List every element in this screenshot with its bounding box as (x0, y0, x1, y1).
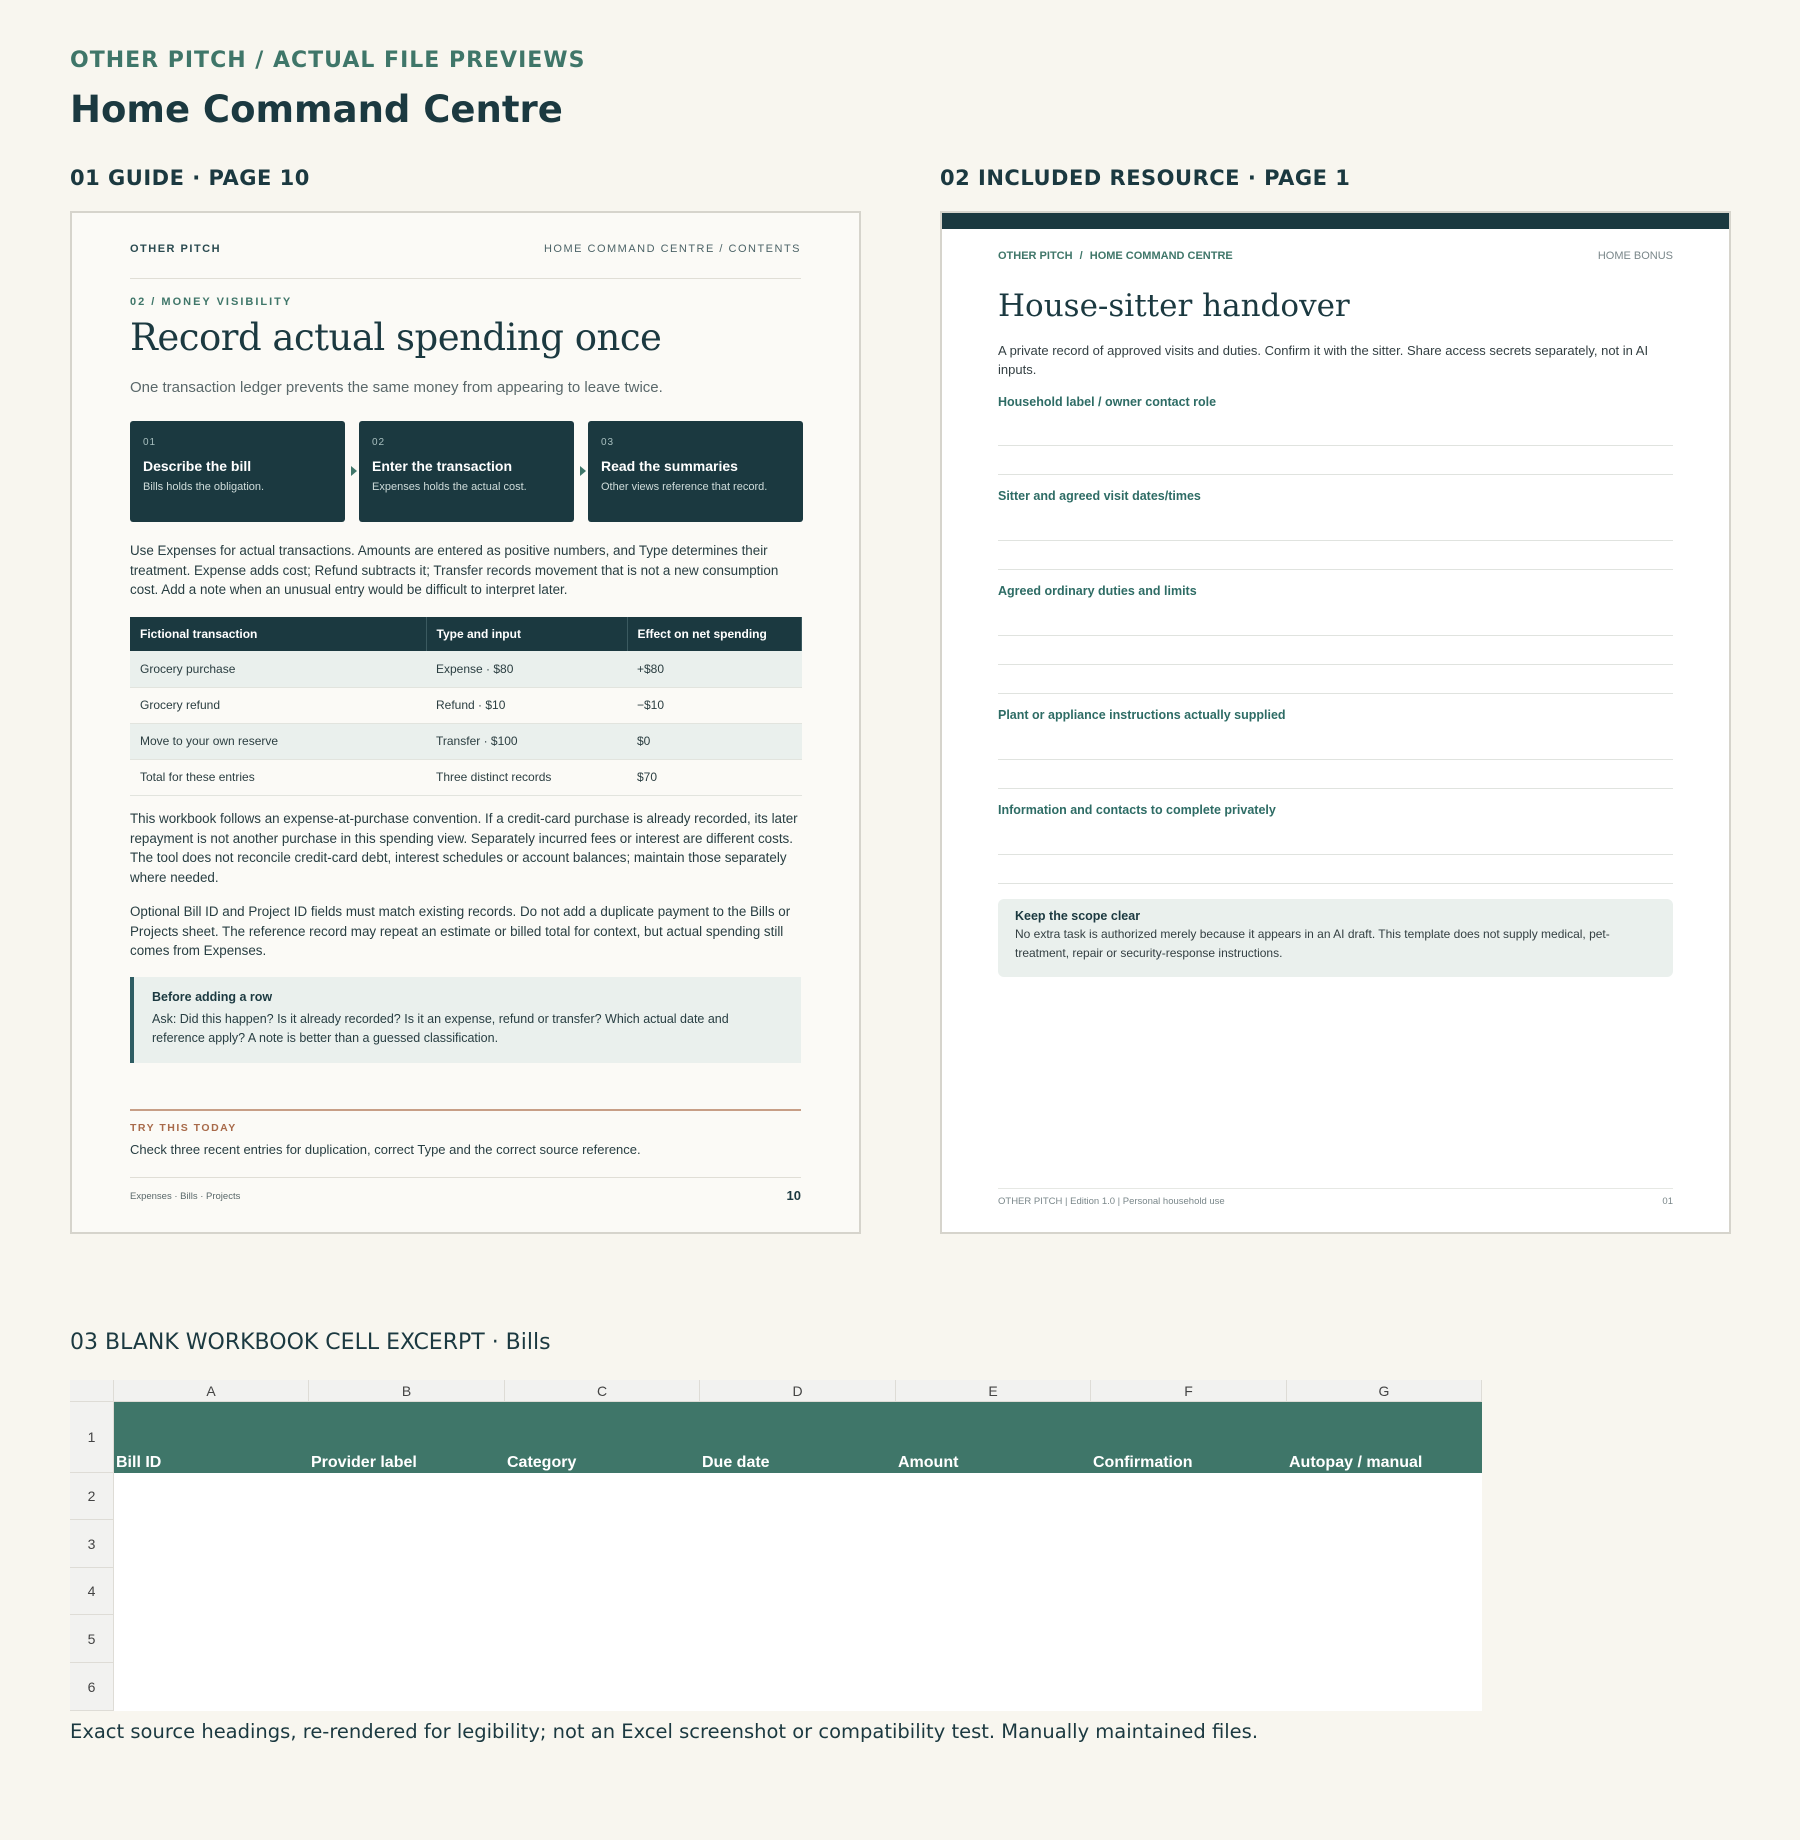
column-header[interactable]: E (896, 1380, 1091, 1402)
table-header-cell: Effect on net spending (627, 617, 802, 651)
sheet-header-row (114, 1402, 1482, 1473)
step-desc: Expenses holds the actual cost. (372, 481, 527, 493)
kicker: OTHER PITCH / ACTUAL FILE PREVIEWS (70, 48, 586, 73)
entry-line (998, 474, 1673, 475)
row-header[interactable]: 1 (70, 1402, 114, 1473)
guide-breadcrumb: HOME COMMAND CENTRE / CONTENTS (543, 243, 801, 255)
table-cell: Move to your own reserve (130, 723, 426, 759)
sheet-corner (70, 1380, 114, 1402)
row-header[interactable]: 5 (70, 1615, 114, 1663)
divider (130, 1109, 801, 1111)
table-header-cell: Fictional transaction (130, 617, 426, 651)
sheet-header-cell[interactable]: Confirmation (1093, 1454, 1193, 1471)
field-label: Sitter and agreed visit dates/times (998, 489, 1201, 503)
step-card (359, 421, 574, 522)
table-row (130, 687, 802, 723)
step-cards (130, 421, 801, 522)
resource-crumb-title: HOME COMMAND CENTRE (1089, 250, 1233, 262)
page-title: Home Command Centre (70, 88, 563, 131)
guide-paragraph: This workbook follows an expense-at-purchase convention. If a credit-card purchase is already recorded, its later repayment is not another purchase in this spending view. Separately incurred fees or interest are different costs. The tool does not reconcile credit-card debt, interest schedules or account balances; maintain those separately where needed. (130, 811, 798, 885)
entry-line (998, 540, 1673, 541)
breadcrumb-separator: / (1079, 250, 1083, 262)
column-header[interactable]: F (1091, 1380, 1287, 1402)
table-header-row (130, 617, 802, 651)
step-title: Read the summaries (601, 458, 738, 474)
form-field (998, 584, 1673, 598)
column-header[interactable]: C (505, 1380, 700, 1402)
step-number: 01 (143, 437, 157, 448)
resource-breadcrumb (998, 250, 1233, 262)
divider (130, 1177, 801, 1178)
step-desc: Bills holds the obligation. (143, 481, 265, 493)
sheet-header-cell[interactable]: Amount (898, 1454, 959, 1471)
resource-section-label: 02 INCLUDED RESOURCE · PAGE 1 (940, 166, 1351, 190)
row-header[interactable]: 3 (70, 1520, 114, 1568)
column-header[interactable]: B (309, 1380, 505, 1402)
spreadsheet-excerpt (70, 1380, 1482, 1711)
table-cell: Refund · $10 (426, 687, 627, 723)
sheet-header-cell[interactable]: Bill ID (116, 1454, 162, 1471)
step-card (130, 421, 345, 522)
resource-page-preview (940, 211, 1731, 1234)
callout-title: Before adding a row (152, 990, 273, 1004)
column-header[interactable]: G (1287, 1380, 1482, 1402)
row-header[interactable]: 2 (70, 1473, 114, 1520)
row-header[interactable]: 6 (70, 1663, 114, 1711)
column-header[interactable]: D (700, 1380, 896, 1402)
callout-box (130, 977, 801, 1063)
field-label: Household label / owner contact role (998, 395, 1217, 409)
sheet-header-cell[interactable]: Provider label (311, 1454, 417, 1471)
note-title: Keep the scope clear (1015, 909, 1141, 923)
sheet-section-label: 03 BLANK WORKBOOK CELL EXCERPT · Bills (70, 1330, 551, 1355)
form-field (998, 803, 1673, 817)
guide-brand: OTHER PITCH (130, 243, 222, 255)
divider (998, 1188, 1673, 1189)
step-desc: Other views reference that record. (601, 481, 768, 493)
entry-line (998, 759, 1673, 760)
table-row (130, 759, 802, 795)
guide-page-preview (70, 211, 861, 1234)
guide-paragraph: Optional Bill ID and Project ID fields must match existing records. Do not add a duplicate payment to the Bills or Projects sheet. The reference record may repeat an estimate or billed total for context, but actual spending still comes from Expenses. (130, 904, 791, 959)
table-cell: Expense · $80 (426, 651, 627, 687)
entry-line (998, 788, 1673, 789)
form-field (998, 395, 1673, 409)
entry-line (998, 854, 1673, 855)
table-cell: −$10 (627, 687, 802, 723)
table-cell: Grocery purchase (130, 651, 426, 687)
page-number: 10 (786, 1188, 801, 1203)
guide-paragraph: Use Expenses for actual transactions. Amounts are entered as positive numbers, and Type determines their treatment. Expense adds cost; Refund subtracts it; Transfer records movement that is not a new consumption cost. Add a note when an unusual entry would be difficult to interpret later. (130, 543, 779, 598)
step-number: 02 (372, 437, 386, 448)
step-card (588, 421, 803, 522)
transaction-table (130, 617, 802, 796)
row-header[interactable]: 4 (70, 1568, 114, 1615)
table-cell: Three distinct records (426, 759, 627, 795)
entry-line (998, 664, 1673, 665)
table-cell: Transfer · $100 (426, 723, 627, 759)
guide-section-label: 01 GUIDE · PAGE 10 (70, 166, 310, 190)
field-label: Agreed ordinary duties and limits (998, 584, 1197, 598)
guide-title: Record actual spending once (130, 316, 662, 359)
entry-line (998, 883, 1673, 884)
entry-line (998, 445, 1673, 446)
table-cell: Grocery refund (130, 687, 426, 723)
table-cell: Total for these entries (130, 759, 426, 795)
field-label: Information and contacts to complete privately (998, 803, 1276, 817)
form-field (998, 489, 1673, 503)
sheet-header-cell[interactable]: Category (507, 1454, 577, 1471)
guide-subtitle: One transaction ledger prevents the same money from appearing to leave twice. (130, 379, 663, 396)
resource-description: A private record of approved visits and duties. Confirm it with the sitter. Share access secrets separately, not in AI inputs. (998, 343, 1649, 377)
guide-header (130, 243, 801, 279)
step-title: Enter the transaction (372, 458, 513, 474)
try-today-label: TRY THIS TODAY (130, 1122, 237, 1134)
resource-title: House-sitter handover (998, 288, 1350, 324)
column-header[interactable]: A (114, 1380, 309, 1402)
field-label: Plant or appliance instructions actually supplied (998, 708, 1286, 722)
resource-footer-label: OTHER PITCH | Edition 1.0 | Personal household use (998, 1196, 1225, 1207)
sheet-header-cell[interactable]: Due date (702, 1454, 770, 1471)
step-title: Describe the bill (143, 458, 252, 474)
entry-line (998, 635, 1673, 636)
scope-note (998, 899, 1673, 977)
table-row (130, 723, 802, 759)
table-cell: $70 (627, 759, 802, 795)
sheet-header-cell[interactable]: Autopay / manual (1289, 1454, 1423, 1471)
guide-footer-label: Expenses · Bills · Projects (130, 1191, 241, 1202)
page-number: 01 (1662, 1196, 1673, 1207)
table-cell: +$80 (627, 651, 802, 687)
step-number: 03 (601, 437, 615, 448)
form-field (998, 708, 1673, 722)
table-row (130, 651, 802, 687)
callout-text: Ask: Did this happen? Is it already recorded? Is it an expense, refund or transfer? Which actual date and reference apply? A note is better than a guessed classification. (152, 1012, 729, 1045)
guide-eyebrow: 02 / MONEY VISIBILITY (130, 296, 293, 308)
sheet-cells[interactable] (114, 1473, 1482, 1711)
entry-line (998, 693, 1673, 694)
arrow-right-icon (351, 466, 357, 476)
table-header-cell: Type and input (426, 617, 627, 651)
try-today-text: Check three recent entries for duplication, correct Type and the correct source reference. (130, 1142, 641, 1157)
table-cell: $0 (627, 723, 802, 759)
entry-line (998, 569, 1673, 570)
note-text: No extra task is authorized merely because it appears in an AI draft. This template does not supply medical, pet-treatment, repair or security-response instructions. (1015, 927, 1610, 960)
resource-tag: HOME BONUS (1597, 250, 1673, 262)
arrow-right-icon (580, 466, 586, 476)
sheet-caption: Exact source headings, re-rendered for legibility; not an Excel screenshot or compatibility test. Manually maintained files. (70, 1720, 1259, 1743)
resource-brand: OTHER PITCH (998, 250, 1073, 262)
